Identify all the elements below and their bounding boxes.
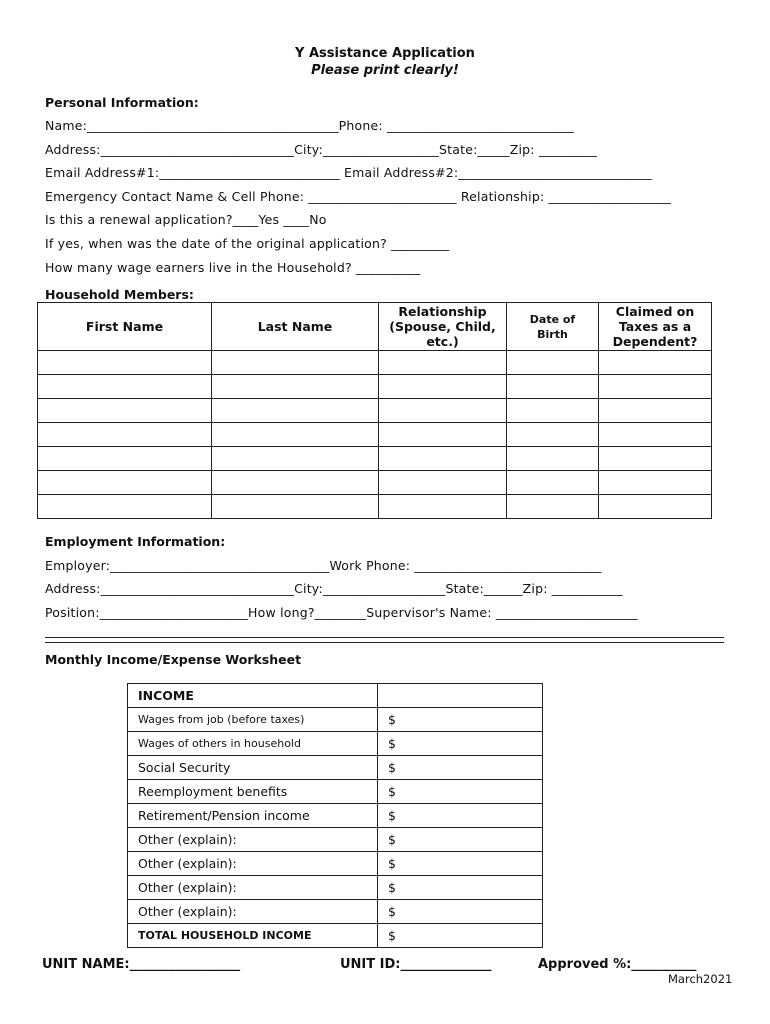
personal-info-heading: Personal Information:: [45, 95, 199, 110]
household-cell[interactable]: [38, 375, 212, 399]
emergency-contact-line[interactable]: Emergency Contact Name & Cell Phone: _______________________ Relationship: ___________________: [45, 189, 672, 204]
household-cell[interactable]: [212, 471, 379, 495]
household-row: [38, 399, 712, 423]
employer-address-line[interactable]: Address:______________________________City:___________________State:______Zip: ___________: [45, 581, 623, 596]
income-row: [128, 732, 543, 756]
household-cell[interactable]: [599, 447, 712, 471]
form-title: Y Assistance Application: [295, 46, 475, 61]
worksheet-heading: Monthly Income/Expense Worksheet: [45, 652, 302, 667]
household-cell[interactable]: [38, 471, 212, 495]
income-amount[interactable]: $: [378, 852, 543, 876]
income-header-amount: [378, 684, 543, 708]
income-label: Other (explain):: [128, 876, 378, 900]
income-table: [127, 683, 543, 948]
household-cell[interactable]: [507, 375, 599, 399]
income-amount[interactable]: $: [378, 804, 543, 828]
income-row: [128, 756, 543, 780]
renewal-line[interactable]: Is this a renewal application?____Yes ____No: [45, 212, 327, 227]
household-cell[interactable]: [38, 495, 212, 519]
income-label: Wages of others in household: [128, 732, 378, 756]
household-cell[interactable]: [379, 447, 507, 471]
household-cell[interactable]: [212, 351, 379, 375]
income-amount[interactable]: $: [378, 924, 543, 948]
household-row: [38, 351, 712, 375]
household-cell[interactable]: [599, 423, 712, 447]
income-row: [128, 828, 543, 852]
income-row: [128, 708, 543, 732]
income-label: Retirement/Pension income: [128, 804, 378, 828]
unit-id-field[interactable]: UNIT ID:______________: [340, 957, 492, 972]
income-label: Other (explain):: [128, 828, 378, 852]
income-label: Reemployment benefits: [128, 780, 378, 804]
income-header: INCOME: [128, 684, 378, 708]
household-cell[interactable]: [599, 351, 712, 375]
household-cell[interactable]: [599, 399, 712, 423]
household-row: [38, 495, 712, 519]
household-members-table: [37, 302, 712, 519]
income-row: [128, 780, 543, 804]
form-subtitle: Please print clearly!: [311, 63, 459, 78]
original-application-date-line[interactable]: If yes, when was the date of the original application? _________: [45, 236, 450, 251]
income-label: Other (explain):: [128, 900, 378, 924]
income-label: Social Security: [128, 756, 378, 780]
household-cell[interactable]: [507, 399, 599, 423]
household-cell[interactable]: [379, 351, 507, 375]
household-cell[interactable]: [379, 399, 507, 423]
income-amount[interactable]: $: [378, 780, 543, 804]
col-relationship: Relationship (Spouse, Child, etc.): [379, 303, 507, 351]
revision-date: March2021: [668, 972, 733, 986]
income-label: TOTAL HOUSEHOLD INCOME: [128, 924, 378, 948]
household-row: [38, 423, 712, 447]
wage-earners-line[interactable]: How many wage earners live in the Household? __________: [45, 260, 421, 275]
income-amount[interactable]: $: [378, 900, 543, 924]
income-label: Wages from job (before taxes): [128, 708, 378, 732]
household-row: [38, 375, 712, 399]
col-first-name: First Name: [38, 303, 212, 351]
household-cell[interactable]: [38, 399, 212, 423]
employer-line[interactable]: Employer:__________________________________Work Phone: _____________________________: [45, 558, 602, 573]
income-amount[interactable]: $: [378, 828, 543, 852]
household-cell[interactable]: [507, 351, 599, 375]
address-line[interactable]: Address:______________________________City:__________________State:_____Zip: _________: [45, 142, 597, 157]
household-cell[interactable]: [599, 495, 712, 519]
section-divider: [45, 637, 724, 643]
household-cell[interactable]: [38, 423, 212, 447]
income-row: [128, 876, 543, 900]
household-cell[interactable]: [38, 447, 212, 471]
position-line[interactable]: Position:_______________________How long?________Supervisor's Name: ______________________: [45, 605, 638, 620]
income-row: [128, 900, 543, 924]
household-row: [38, 447, 712, 471]
col-date-of-birth: Date of Birth: [507, 303, 599, 351]
household-cell[interactable]: [507, 471, 599, 495]
household-heading: Household Members:: [45, 287, 194, 302]
household-cell[interactable]: [507, 447, 599, 471]
household-cell[interactable]: [599, 471, 712, 495]
income-label: Other (explain):: [128, 852, 378, 876]
email-line[interactable]: Email Address#1:____________________________ Email Address#2:______________________________: [45, 165, 652, 180]
household-cell[interactable]: [379, 471, 507, 495]
income-row: [128, 852, 543, 876]
income-row: [128, 804, 543, 828]
col-last-name: Last Name: [212, 303, 379, 351]
household-cell[interactable]: [212, 375, 379, 399]
household-cell[interactable]: [212, 447, 379, 471]
employment-heading: Employment Information:: [45, 534, 226, 549]
household-cell[interactable]: [212, 399, 379, 423]
income-amount[interactable]: $: [378, 756, 543, 780]
income-amount[interactable]: $: [378, 708, 543, 732]
household-cell[interactable]: [38, 351, 212, 375]
household-cell[interactable]: [212, 495, 379, 519]
household-cell[interactable]: [599, 375, 712, 399]
approved-percent-field[interactable]: Approved %:__________: [538, 957, 697, 972]
household-cell[interactable]: [379, 375, 507, 399]
household-cell[interactable]: [212, 423, 379, 447]
household-row: [38, 471, 712, 495]
income-row: [128, 924, 543, 948]
col-claimed-dependent: Claimed on Taxes as a Dependent?: [599, 303, 712, 351]
name-phone-line[interactable]: Name:_______________________________________Phone: _____________________________: [45, 118, 574, 133]
household-cell[interactable]: [507, 495, 599, 519]
income-amount[interactable]: $: [378, 876, 543, 900]
income-amount[interactable]: $: [378, 732, 543, 756]
household-cell[interactable]: [379, 495, 507, 519]
unit-name-field[interactable]: UNIT NAME:_________________: [42, 957, 241, 972]
household-cell[interactable]: [379, 423, 507, 447]
household-cell[interactable]: [507, 423, 599, 447]
